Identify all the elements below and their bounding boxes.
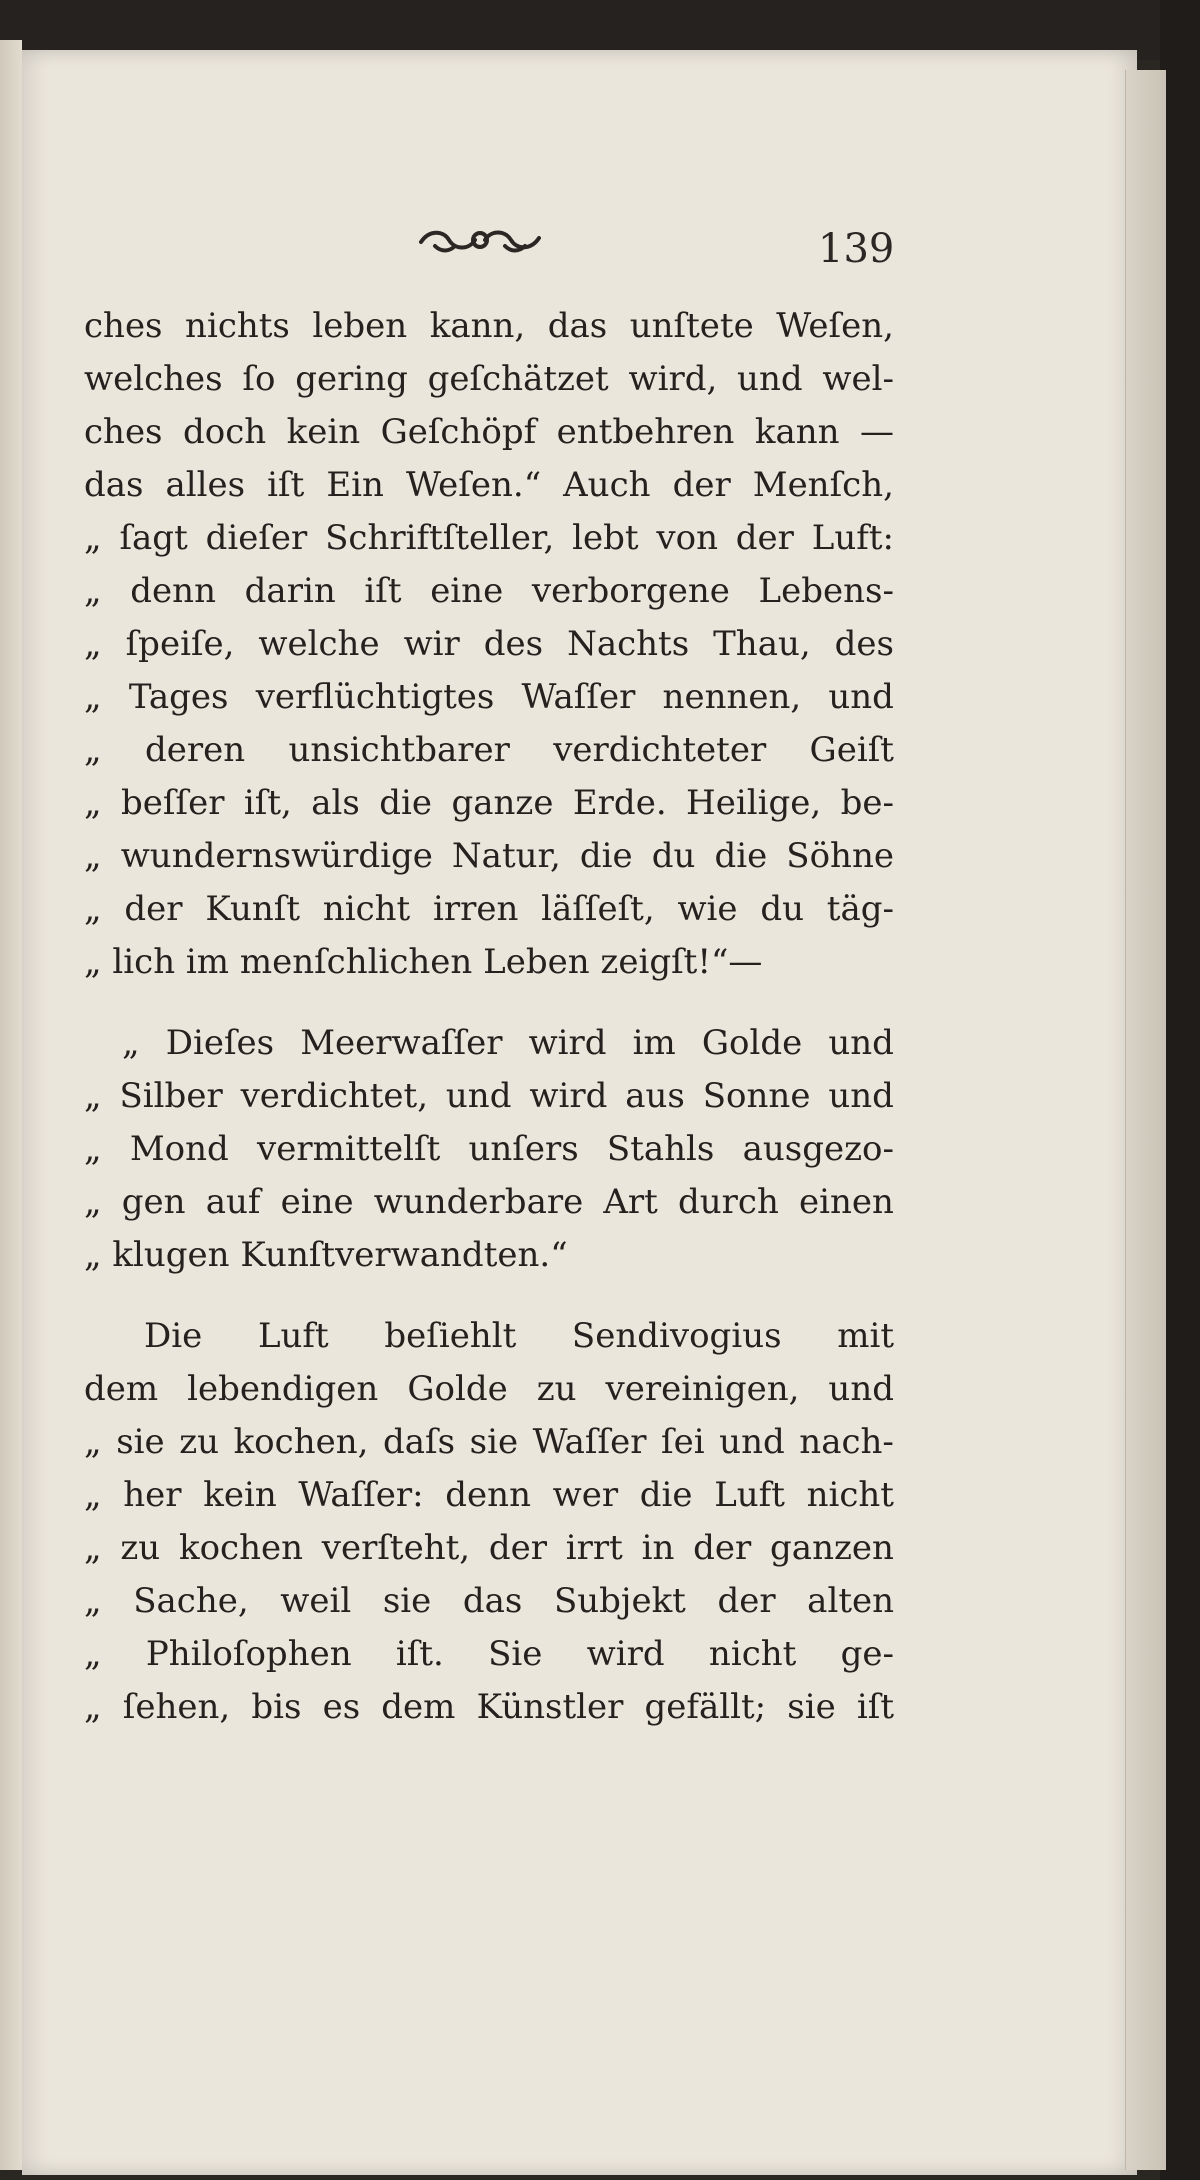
body-text [84, 300, 894, 1734]
text-line: „ lich im menſchlichen Leben zeigſt!“— [84, 942, 763, 982]
text-line: „ wundernswürdige Natur, die du die Söhne [84, 836, 894, 876]
text-line: dem lebendigen Golde zu vereinigen, und [84, 1369, 894, 1409]
text-line: ches doch kein Geſchöpf entbehren kann — [84, 412, 894, 452]
text-line: das alles iſt Ein Weſen.“ Auch der Menſch, [84, 465, 894, 505]
page-fore-edge [1125, 70, 1166, 2170]
text-line: „ Philoſophen iſt. Sie wird nicht ge- [84, 1634, 894, 1674]
paragraph-gap [84, 989, 894, 1017]
text-line: welches ſo gering geſchätzet wird, und wel- [84, 359, 894, 399]
paragraph-3 [84, 1310, 894, 1734]
text-line: „ gen auf eine wunderbare Art durch einen [84, 1182, 894, 1222]
text-line: „ ſagt dieſer Schriftſteller, lebt von der Luft: [84, 518, 894, 558]
paragraph-1 [84, 300, 894, 989]
text-line: „ ſehen, bis es dem Künstler gefällt; sie iſt [84, 1687, 894, 1727]
text-line: „ zu kochen verſteht, der irrt in der ganzen [84, 1528, 894, 1568]
paragraph-2 [84, 1017, 894, 1282]
text-line: „ Silber verdichtet, und wird aus Sonne und [84, 1076, 894, 1116]
text-line: „ deren unsichtbarer verdichteter Geiſt [84, 730, 894, 770]
text-line: „ Sache, weil sie das Subjekt der alten [84, 1581, 894, 1621]
text-line: Die Luft beſiehlt Sendivogius mit [144, 1316, 894, 1356]
text-line: „ her kein Waſſer: denn wer die Luft nicht [84, 1475, 894, 1515]
text-line: „ klugen Kunſtverwandten.“ [84, 1235, 568, 1275]
text-line: „ ſpeiſe, welche wir des Nachts Thau, des [84, 624, 894, 664]
text-line: „ der Kunſt nicht irren läſſeſt, wie du täg- [84, 889, 894, 929]
text-line: „ sie zu kochen, daſs sie Waſſer ſei und nach- [84, 1422, 894, 1462]
text-line: „ Dieſes Meerwaſſer wird im Golde und [122, 1023, 894, 1063]
vignette-ornament-icon [415, 222, 545, 256]
text-line: ches nichts leben kann, das unſtete Weſen, [84, 306, 894, 346]
text-line: „ denn darin iſt eine verborgene Lebens- [84, 571, 894, 611]
facing-page-edge [0, 40, 22, 2170]
text-line: „ Mond vermittelſt unſers Stahls ausgezo- [84, 1129, 894, 1169]
text-line: „ Tages verflüchtigtes Waſſer nennen, und [84, 677, 894, 717]
scan-background-right [1160, 0, 1200, 2180]
text-line: „ beſſer iſt, als die ganze Erde. Heilige, be- [84, 783, 894, 823]
paragraph-gap [84, 1282, 894, 1310]
page-number: 139 [818, 226, 895, 272]
